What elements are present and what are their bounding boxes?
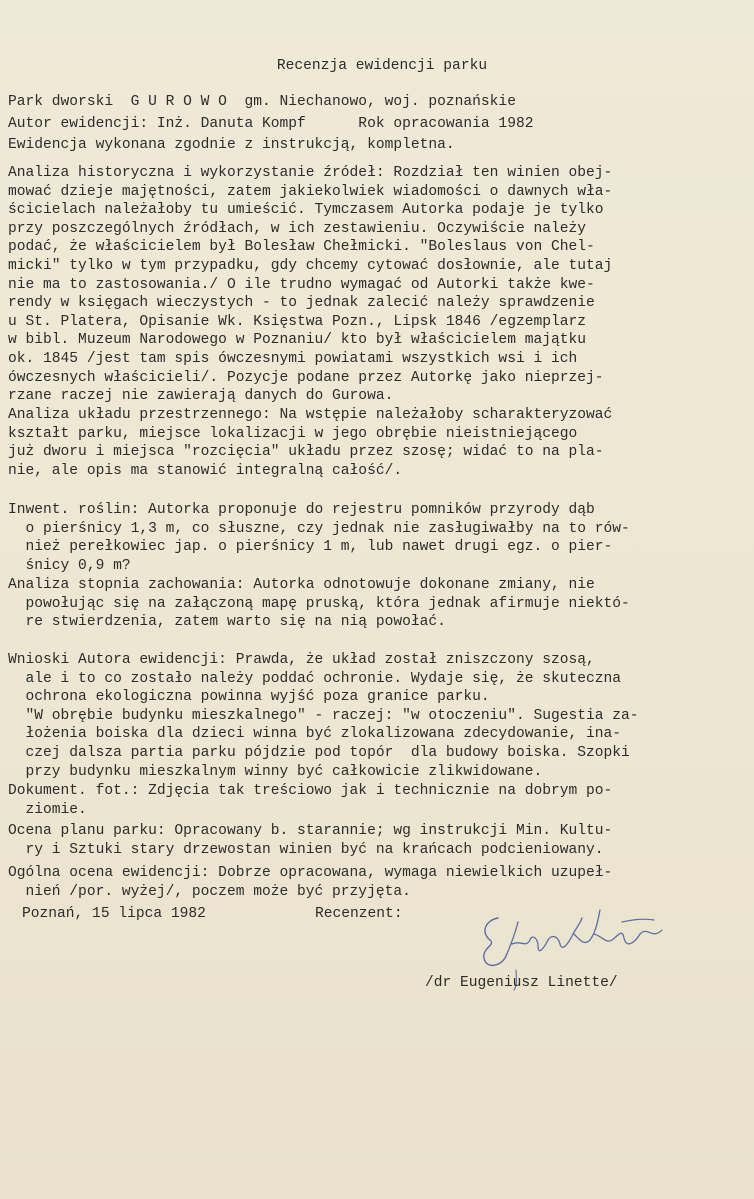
section-photo-documentation [8,782,748,819]
header-line: Ewidencja wykonana zgodnie z instrukcją, kompletna. [8,137,455,154]
text-line: śnicy 0,9 m? [8,557,131,574]
reviewer-label: Recenzent: [315,906,403,922]
text-line: powołując się na załączoną mapę pruską, która jednak afirmuje niektó- [8,595,630,612]
text-line: Ocena planu parku: Opracowany b. starannie; wg instrukcji Min. Kultu- [8,823,613,839]
text-line: ścicielach należałoby tu umieścić. Tymczasem Autorka podaje je tylko [8,202,604,219]
text-line: ale i to co zostało należy poddać ochronie. Wydaje się, że skuteczna [8,670,622,687]
text-line: nież perełkowiec jap. o pierśnicy 1 m, lub nawet drugi egz. o pier- [8,539,613,556]
header-line: Park dworski G U R O W O gm. Niechanowo, woj. poznańskie [8,94,516,110]
text-line: re stwierdzenia, zatem warto się na nią powołać. [8,614,446,631]
text-line: ochrona ekologiczna powinna wyjść poza granice parku. [8,689,490,706]
text-line: micki" tylko w tym przypadku, gdy chcemy cytować dosłownie, ale tutaj [8,257,613,274]
section-preservation-analysis [8,576,748,632]
text-line: podać, że właścicielem był Bolesław Chełmicki. "Boleslaus von Chel- [8,239,595,256]
text-line: nie ma to zastosowania./ O ile trudno wymagać od Autorki także kwe- [8,276,595,293]
text-line: nie, ale opis ma stanowić integralną całość/. [8,462,403,479]
text-line: u St. Platera, Opisanie Wk. Księstwa Pozn., Lipsk 1846 /egzemplarz [8,313,587,330]
text-line: Wnioski Autora ewidencji: Prawda, że układ został zniszczony szosą, [8,652,595,668]
text-line: ry i Sztuki stary drzewostan winien być na krańcach podcieniowany. [8,841,604,858]
text-line: "W obrębie budynku mieszkalnego" - raczej: "w otoczeniu". Sugestia za- [8,707,639,724]
text-line: łożenia boiska dla dzieci winna być zlokalizowana zdecydowanie, ina- [8,726,622,743]
text-line: Analiza układu przestrzennego: Na wstępie należałoby scharakteryzować [8,407,613,423]
section-plan-evaluation [8,822,748,859]
section-overall-evaluation [8,864,748,901]
header-block [8,93,748,155]
text-line: czej dalsza partia parku pójdzie pod topór dla budowy boiska. Szopki [8,744,630,761]
text-line: ziomie. [8,801,87,818]
text-line: Analiza historyczna i wykorzystanie źródeł: Rozdział ten winien obej- [8,165,613,181]
text-line: Dokument. fot.: Zdjęcia tak treściowo jak i technicznie na dobrym po- [8,783,613,799]
text-line: przy poszczególnych źródłach, w ich zestawieniu. Oczywiście należy [8,220,587,237]
document-title: Recenzja ewidencji parku [276,58,488,74]
section-author-conclusions [8,651,748,781]
text-line: Inwent. roślin: Autorka proponuje do rejestru pomników przyrody dąb [8,502,595,518]
text-line: Ogólna ocena ewidencji: Dobrze opracowana, wymaga niewielkich uzupeł- [8,865,613,881]
text-line: mować dzieje majętności, zatem jakiekolwiek wiadomości o dawnych wła- [8,183,613,200]
header-line: Autor ewidencji: Inż. Danuta Kompf Rok opracowania 1982 [8,115,534,132]
text-line: w bibl. Muzeum Narodowego w Poznaniu/ kto był właścicielem majątku [8,332,587,349]
reviewer-name: /dr Eugeniusz Linette/ [425,975,618,991]
text-line: przy budynku mieszkalnym winny być całkowicie zlikwidowane. [8,763,543,780]
section-plant-inventory [8,501,748,575]
text-line: ówczesnych właścicieli/. Pozycje podane przez Autorkę jako nieprzej- [8,369,604,386]
text-line: Analiza stopnia zachowania: Autorka odnotowuje dokonane zmiany, nie [8,577,595,593]
text-line: nień /por. wyżej/, poczem może być przyjęta. [8,883,411,900]
text-line: ok. 1845 /jest tam spis ówczesnymi powiatami wszystkich wsi i ich [8,350,578,367]
text-line: o pierśnicy 1,3 m, co słuszne, czy jednak nie zasługiwałby na to rów- [8,520,630,537]
text-line: rendy w księgach wieczystych - to jednak zalecić należy sprawdzenie [8,295,595,312]
text-line: już dworu i miejsca "rozcięcia" układu przez szosę; widać to na pla- [8,444,604,461]
text-line: rzane raczej nie zawierają danych do Gurowa. [8,388,394,405]
section-historical-analysis [8,164,748,406]
place-date: Poznań, 15 lipca 1982 [22,906,206,922]
section-spatial-analysis [8,406,748,480]
text-line: kształt parku, miejsce lokalizacji w jego obrębie nieistniejącego [8,425,578,442]
